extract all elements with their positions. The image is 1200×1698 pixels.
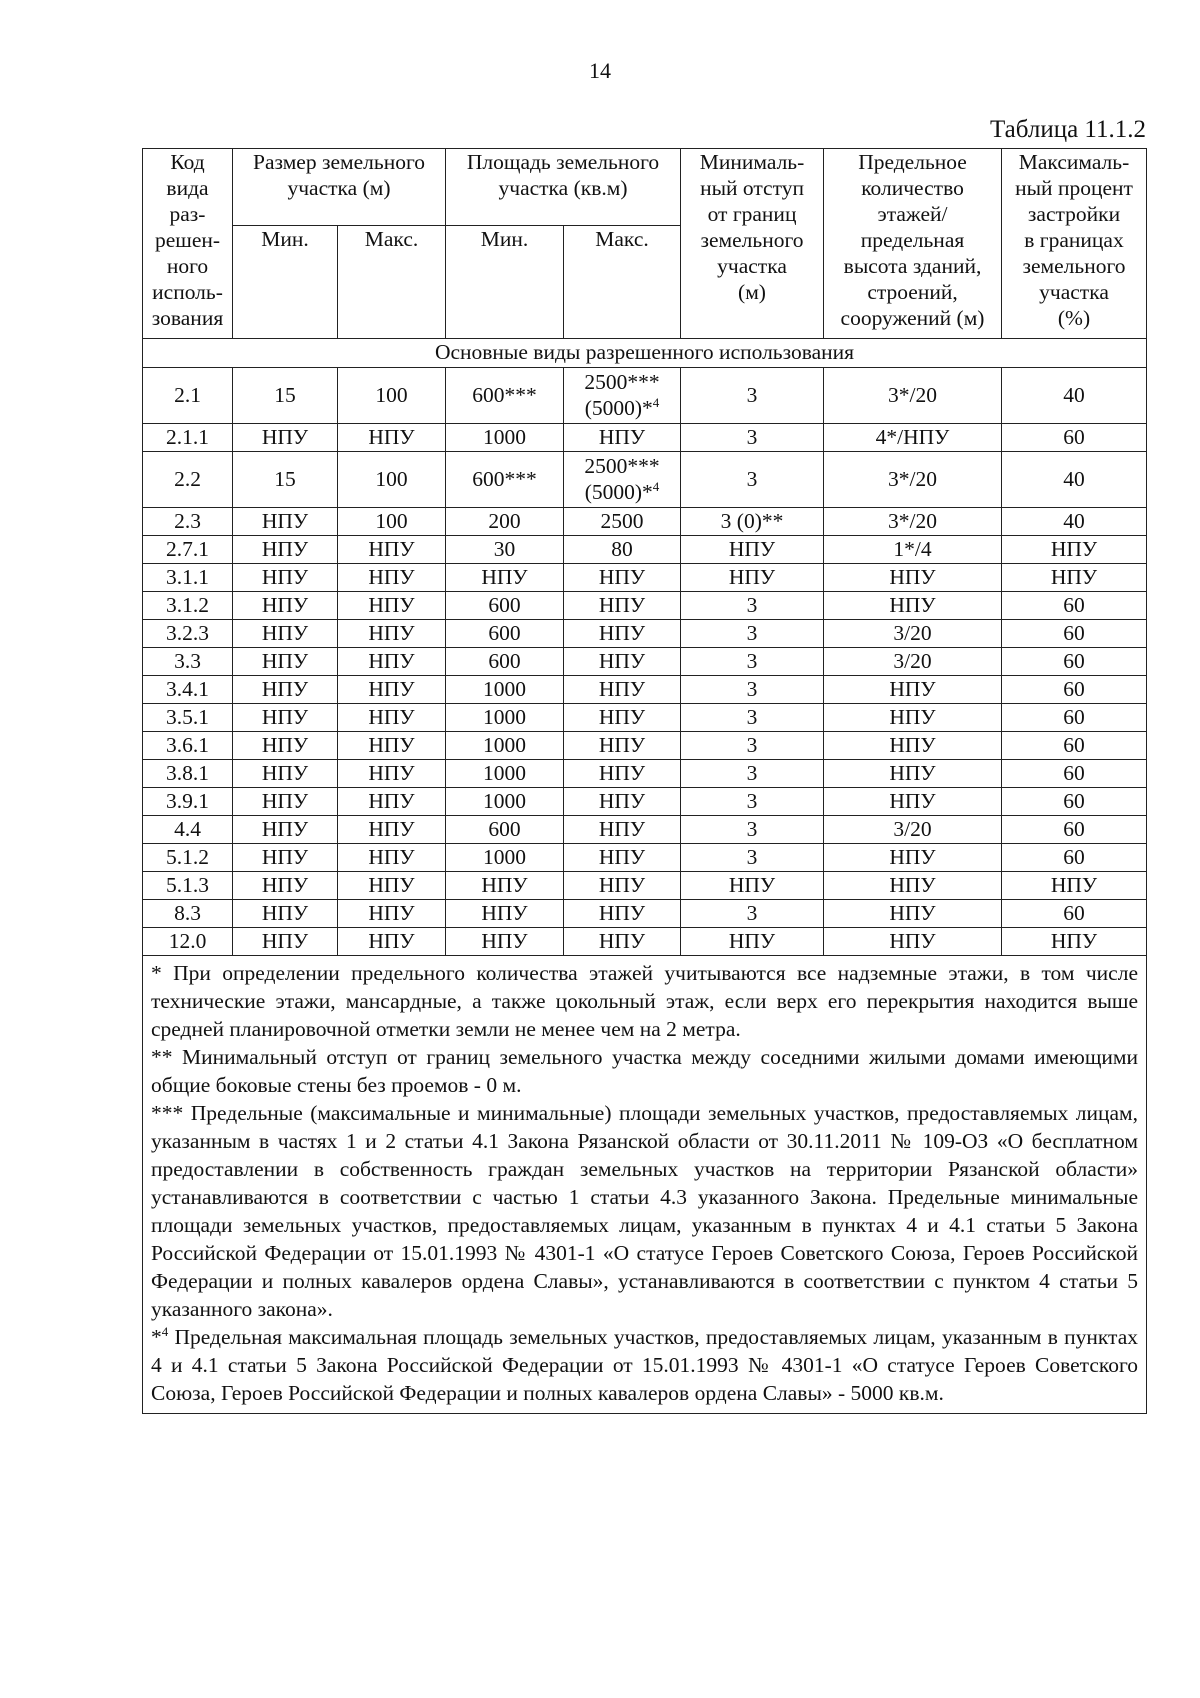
table-row (143, 619, 1147, 647)
cell-floors: 1*/4 (824, 535, 1002, 563)
cell-area-max (564, 367, 681, 423)
header-line: участка (717, 254, 787, 278)
cell-floors: НПУ (824, 759, 1002, 787)
cell-code: 3.5.1 (143, 703, 233, 731)
cell-setback: 3 (681, 703, 824, 731)
cell-size-max: НПУ (338, 563, 446, 591)
cell-size-max: НПУ (338, 619, 446, 647)
cell-code: 3.9.1 (143, 787, 233, 815)
header-line: земельного (700, 228, 804, 252)
cell-size-min: НПУ (233, 507, 338, 535)
cell-code: 3.4.1 (143, 675, 233, 703)
cell-coverage: 60 (1002, 647, 1147, 675)
cell-size-max: 100 (338, 507, 446, 535)
cell-code: 2.7.1 (143, 535, 233, 563)
header-line: ный процент (1015, 176, 1133, 200)
cell-code: 5.1.3 (143, 871, 233, 899)
cell-size-min: НПУ (233, 675, 338, 703)
header-size-min: Мин. (233, 226, 338, 339)
header-line: раз- (169, 202, 206, 226)
cell-area-max: НПУ (564, 843, 681, 871)
cell-area-max: 80 (564, 535, 681, 563)
cell-extra-text: (5000)* (584, 396, 653, 420)
cell-setback: 3 (0)** (681, 507, 824, 535)
cell-coverage: 60 (1002, 759, 1147, 787)
header-line: участка (м) (287, 176, 391, 200)
note-marker-sup: 4 (161, 1323, 169, 1339)
cell-code: 8.3 (143, 899, 233, 927)
cell-setback: 3 (681, 619, 824, 647)
cell-area-min: 1000 (446, 759, 564, 787)
cell-area-max: НПУ (564, 787, 681, 815)
table-row (143, 535, 1147, 563)
cell-area-min: 600*** (446, 367, 564, 423)
cell-coverage: НПУ (1002, 563, 1147, 591)
header-min-setback (681, 149, 824, 339)
table-row (143, 507, 1147, 535)
cell-size-min: 15 (233, 367, 338, 423)
table-row (143, 815, 1147, 843)
note-area-limits: *** Предельные (максимальные и минимальные) площади земельных участков, предоставляемых лицам, указанным в частях 1 и 2 статьи 4.1 Закона Рязанской области от 30.11.2011 № 109-ОЗ «О бесплатном предоставлении в собственность граждан земельных участков на территории Рязанской области» устанавливаются в соответствии с частью 1 статьи 4.3 указанного Закона. Предельные минимальные площади земельных участков, предоставляемых лицам, указанным в пунктах 4 и 4.1 статьи 5 Закона Российской Федерации от 15.01.1993 № 4301-1 «О статусе Героев Советского Союза, Героев Российской Федерации и полных кавалеров ордена Славы», устанавливаются в соответствии с пунктом 4 статьи 5 указанного закона». (151, 1100, 1139, 1321)
header-max-floors (824, 149, 1002, 339)
cell-floors: НПУ (824, 843, 1002, 871)
header-area-min: Мин. (446, 226, 564, 339)
cell-coverage: НПУ (1002, 927, 1147, 955)
cell-size-min: НПУ (233, 731, 338, 759)
header-line: от границ (707, 202, 797, 226)
header-line: ного (166, 254, 209, 278)
cell-size-min: НПУ (233, 591, 338, 619)
cell-floors: 3*/20 (824, 451, 1002, 507)
header-plot-size (233, 149, 446, 226)
header-area-max: Макс. (564, 226, 681, 339)
table-row (143, 675, 1147, 703)
cell-size-max: НПУ (338, 731, 446, 759)
header-line: Предельное (858, 150, 967, 174)
cell-coverage: 60 (1002, 703, 1147, 731)
cell-code: 3.6.1 (143, 731, 233, 759)
table-row (143, 591, 1147, 619)
cell-coverage: НПУ (1002, 871, 1147, 899)
cell-setback: 3 (681, 815, 824, 843)
cell-area-max: НПУ (564, 675, 681, 703)
cell-setback: 3 (681, 591, 824, 619)
cell-floors: НПУ (824, 787, 1002, 815)
cell-area-min: 1000 (446, 787, 564, 815)
table-row (143, 899, 1147, 927)
header-line: сооружений (м) (840, 306, 985, 330)
cell-code: 3.2.3 (143, 619, 233, 647)
cell-area-min: 600 (446, 815, 564, 843)
cell-size-min: НПУ (233, 899, 338, 927)
header-line: Площадь земельного (466, 150, 660, 174)
header-line: решен- (154, 228, 221, 252)
cell-setback: 3 (681, 675, 824, 703)
cell-size-max: НПУ (338, 535, 446, 563)
cell-area-min: 600 (446, 647, 564, 675)
cell-coverage: 40 (1002, 507, 1147, 535)
cell-area-min: 1000 (446, 731, 564, 759)
table-row (143, 367, 1147, 423)
cell-code: 12.0 (143, 927, 233, 955)
cell-setback: НПУ (681, 927, 824, 955)
table-row (143, 927, 1147, 955)
cell-floors: 3*/20 (824, 507, 1002, 535)
cell-area-min: НПУ (446, 899, 564, 927)
header-line: (м) (738, 280, 766, 304)
zoning-table (142, 148, 1147, 1414)
cell-size-max: НПУ (338, 423, 446, 451)
cell-area-max: НПУ (564, 591, 681, 619)
cell-size-max: НПУ (338, 815, 446, 843)
cell-coverage: 40 (1002, 367, 1147, 423)
cell-floors: 3/20 (824, 815, 1002, 843)
cell-setback: 3 (681, 423, 824, 451)
cell-extra-sup: 4 (652, 478, 660, 494)
cell-code: 3.3 (143, 647, 233, 675)
cell-floors: 3/20 (824, 647, 1002, 675)
cell-floors: НПУ (824, 703, 1002, 731)
table-header (143, 149, 1147, 339)
cell-size-max: НПУ (338, 675, 446, 703)
cell-line: 2500*** (584, 370, 660, 394)
header-line: предельная (860, 228, 965, 252)
cell-floors: НПУ (824, 591, 1002, 619)
cell-coverage: 60 (1002, 675, 1147, 703)
cell-floors: 3/20 (824, 619, 1002, 647)
note-heroes-area (151, 1323, 1138, 1407)
cell-extra-sup: 4 (652, 394, 660, 410)
cell-area-max: НПУ (564, 899, 681, 927)
header-line: исполь- (152, 280, 223, 304)
header-line: этажей/ (877, 202, 948, 226)
cell-area-min: НПУ (446, 927, 564, 955)
cell-size-min: НПУ (233, 619, 338, 647)
header-line: зования (151, 306, 224, 330)
table-caption: Таблица 11.1.2 (990, 116, 1146, 143)
cell-area-min: НПУ (446, 563, 564, 591)
cell-floors: НПУ (824, 899, 1002, 927)
header-line: Минималь- (699, 150, 805, 174)
header-line: участка (1039, 280, 1109, 304)
cell-coverage: 60 (1002, 591, 1147, 619)
note-floors: * При определении предельного количества этажей учитываются все надземные этажи, в том числе технические этажи, мансардные, а также цокольный этаж, если верх его перекрытия находится выше средней планировочной отметки земли не менее чем на 2 метра. (151, 960, 1139, 1041)
cell-size-max: 100 (338, 451, 446, 507)
header-line: (%) (1057, 306, 1091, 330)
cell-floors: НПУ (824, 871, 1002, 899)
cell-setback: НПУ (681, 563, 824, 591)
cell-area-min: 1000 (446, 423, 564, 451)
table-row (143, 703, 1147, 731)
cell-area-min: 1000 (446, 843, 564, 871)
cell-extra-text: (5000)* (584, 480, 653, 504)
cell-setback: 3 (681, 899, 824, 927)
cell-coverage: НПУ (1002, 535, 1147, 563)
cell-coverage: 60 (1002, 787, 1147, 815)
cell-area-max: НПУ (564, 423, 681, 451)
cell-setback: 3 (681, 843, 824, 871)
header-line: вида (166, 176, 209, 200)
page-number: 14 (589, 58, 611, 83)
cell-size-min: НПУ (233, 759, 338, 787)
table-row (143, 451, 1147, 507)
cell-area-min: 30 (446, 535, 564, 563)
cell-coverage: 60 (1002, 423, 1147, 451)
header-line: Код (170, 150, 205, 174)
cell-size-max: НПУ (338, 871, 446, 899)
cell-area-min: 1000 (446, 703, 564, 731)
cell-area-max: НПУ (564, 871, 681, 899)
cell-size-min: НПУ (233, 815, 338, 843)
cell-code: 4.4 (143, 815, 233, 843)
cell-size-min: НПУ (233, 423, 338, 451)
cell-setback: НПУ (681, 871, 824, 899)
header-line: участка (кв.м) (498, 176, 628, 200)
cell-coverage: 60 (1002, 843, 1147, 871)
cell-code: 3.1.2 (143, 591, 233, 619)
section-title: Основные виды разрешенного использования (143, 339, 1147, 368)
header-line: Максималь- (1018, 150, 1130, 174)
cell-code: 2.1 (143, 367, 233, 423)
table-row (143, 423, 1147, 451)
cell-setback: 3 (681, 451, 824, 507)
cell-size-max: НПУ (338, 927, 446, 955)
cell-size-min: НПУ (233, 871, 338, 899)
cell-setback: НПУ (681, 535, 824, 563)
cell-size-max: НПУ (338, 647, 446, 675)
cell-size-max: НПУ (338, 843, 446, 871)
cell-coverage: 60 (1002, 815, 1147, 843)
table-notes (143, 955, 1147, 1413)
cell-floors: 4*/НПУ (824, 423, 1002, 451)
table-row (143, 843, 1147, 871)
cell-area-max (564, 451, 681, 507)
table-row (143, 563, 1147, 591)
cell-code: 2.2 (143, 451, 233, 507)
cell-line-extra (566, 479, 678, 505)
cell-area-max: НПУ (564, 759, 681, 787)
cell-size-min: НПУ (233, 563, 338, 591)
header-line: в границах (1024, 228, 1124, 252)
cell-area-max: НПУ (564, 731, 681, 759)
cell-size-max: НПУ (338, 591, 446, 619)
cell-line: 2500*** (584, 454, 660, 478)
cell-area-max: 2500 (564, 507, 681, 535)
cell-coverage: 40 (1002, 451, 1147, 507)
cell-setback: 3 (681, 759, 824, 787)
cell-size-min: 15 (233, 451, 338, 507)
table-row (143, 759, 1147, 787)
cell-size-min: НПУ (233, 647, 338, 675)
cell-coverage: 60 (1002, 619, 1147, 647)
cell-code: 2.3 (143, 507, 233, 535)
cell-size-max: 100 (338, 367, 446, 423)
cell-line-extra (566, 395, 678, 421)
cell-area-max: НПУ (564, 703, 681, 731)
cell-area-max: НПУ (564, 647, 681, 675)
cell-code: 2.1.1 (143, 423, 233, 451)
cell-area-max: НПУ (564, 815, 681, 843)
header-line: ный отступ (700, 176, 804, 200)
cell-setback: 3 (681, 731, 824, 759)
cell-floors: 3*/20 (824, 367, 1002, 423)
cell-area-min: 1000 (446, 675, 564, 703)
cell-area-min: 600*** (446, 451, 564, 507)
cell-floors: НПУ (824, 927, 1002, 955)
cell-code: 3.1.1 (143, 563, 233, 591)
table-body (143, 339, 1147, 956)
cell-coverage: 60 (1002, 899, 1147, 927)
cell-size-max: НПУ (338, 899, 446, 927)
cell-size-max: НПУ (338, 787, 446, 815)
table-row (143, 731, 1147, 759)
cell-area-max: НПУ (564, 619, 681, 647)
header-line: количество (861, 176, 964, 200)
cell-area-min: 600 (446, 591, 564, 619)
cell-size-min: НПУ (233, 927, 338, 955)
cell-area-max: НПУ (564, 927, 681, 955)
header-code (143, 149, 233, 339)
cell-coverage: 60 (1002, 731, 1147, 759)
table-row (143, 787, 1147, 815)
header-line: строений, (867, 280, 958, 304)
cell-setback: 3 (681, 787, 824, 815)
cell-area-min: 600 (446, 619, 564, 647)
cell-size-min: НПУ (233, 535, 338, 563)
cell-size-max: НПУ (338, 759, 446, 787)
cell-area-min: 200 (446, 507, 564, 535)
cell-code: 3.8.1 (143, 759, 233, 787)
cell-area-min: НПУ (446, 871, 564, 899)
note-setback: ** Минимальный отступ от границ земельного участка между соседними жилыми домами имеющими общие боковые стены без проемов - 0 м. (151, 1044, 1139, 1097)
cell-code: 5.1.2 (143, 843, 233, 871)
note-heroes-text: Предельная максимальная площадь земельных участков, предоставляемых лицам, указанным в пунктах 4 и 4.1 статьи 5 Закона Российской Федерации от 15.01.1993 № 4301-1 «О статусе Героев Советского Союза, Героев Российской Федерации и полных кавалеров ордена Славы» - 5000 кв.м. (151, 1324, 1139, 1405)
table-row (143, 647, 1147, 675)
cell-size-min: НПУ (233, 787, 338, 815)
cell-floors: НПУ (824, 563, 1002, 591)
header-line: застройки (1027, 202, 1121, 226)
header-max-coverage (1002, 149, 1147, 339)
cell-setback: 3 (681, 367, 824, 423)
header-plot-area (446, 149, 681, 226)
header-line: Размер земельного (253, 150, 425, 174)
cell-size-min: НПУ (233, 703, 338, 731)
header-line: земельного (1022, 254, 1126, 278)
cell-floors: НПУ (824, 675, 1002, 703)
cell-size-min: НПУ (233, 843, 338, 871)
cell-floors: НПУ (824, 731, 1002, 759)
cell-size-max: НПУ (338, 703, 446, 731)
cell-area-max: НПУ (564, 563, 681, 591)
table-row (143, 871, 1147, 899)
cell-setback: 3 (681, 647, 824, 675)
note-marker: * (151, 1324, 162, 1349)
header-size-max: Макс. (338, 226, 446, 339)
header-line: высота зданий, (843, 254, 982, 278)
